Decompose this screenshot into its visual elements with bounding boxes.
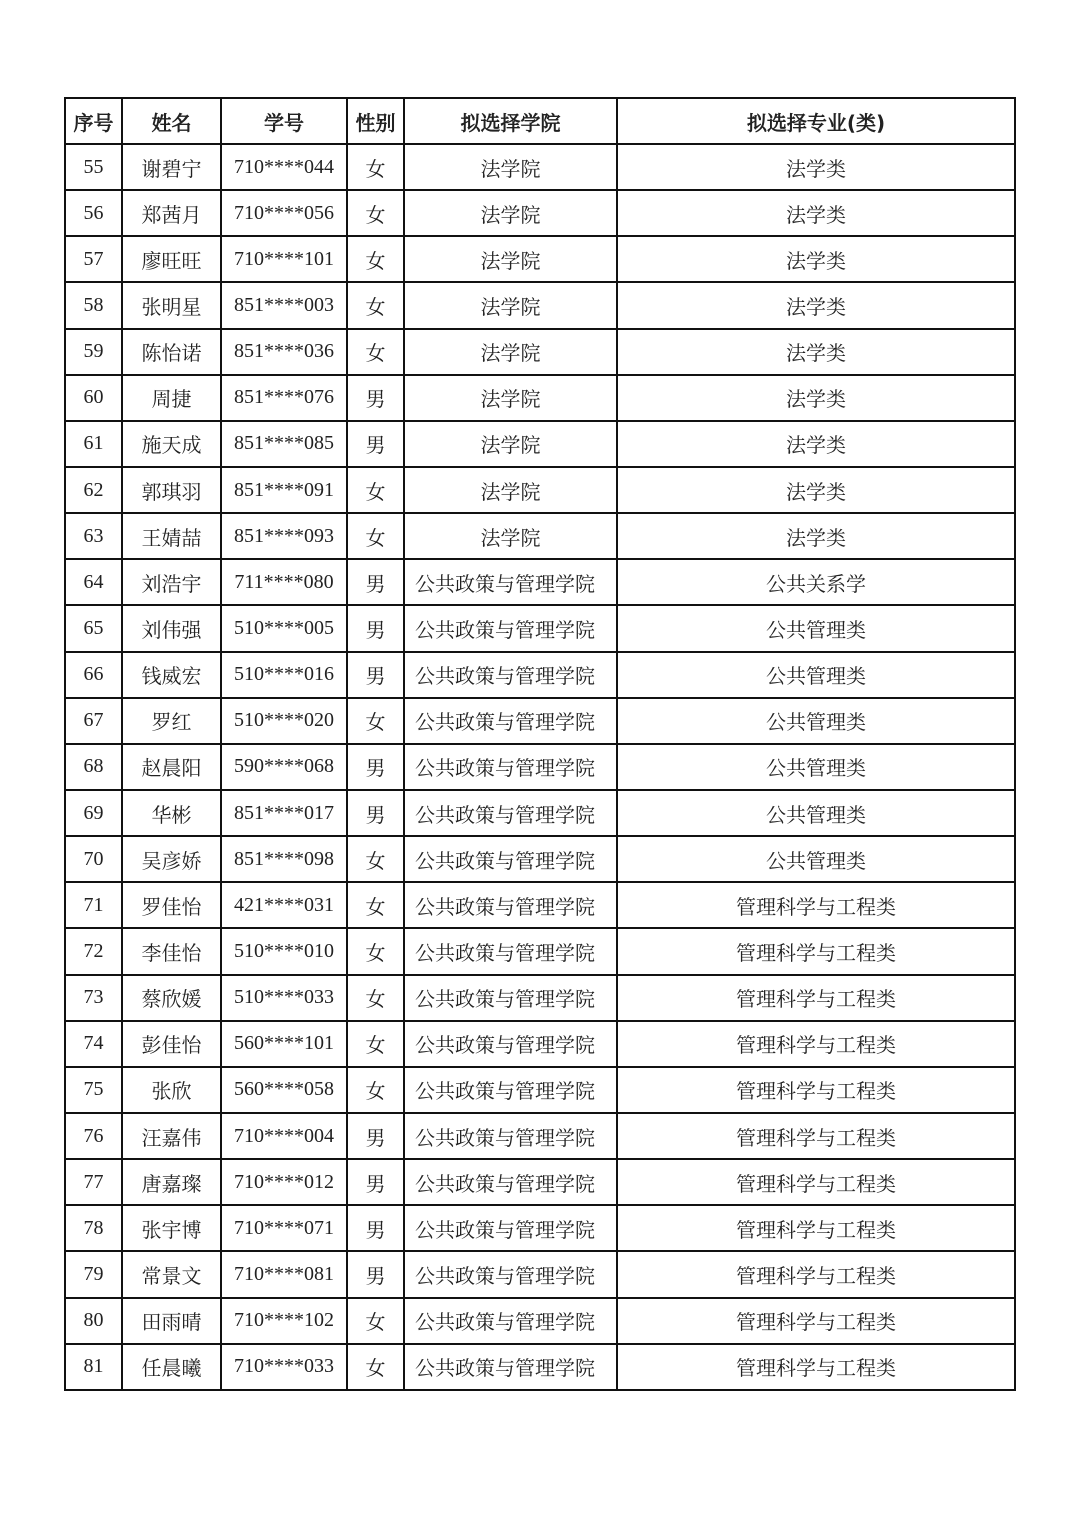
student-list-table xyxy=(64,97,1016,1391)
cell-college: 法学院 xyxy=(404,329,617,375)
cell-index: 65 xyxy=(65,605,122,651)
table-row xyxy=(65,1021,1015,1067)
table-row xyxy=(65,836,1015,882)
cell-college: 公共政策与管理学院 xyxy=(404,1344,617,1390)
cell-student-id: 510****020 xyxy=(221,698,347,744)
cell-index: 66 xyxy=(65,652,122,698)
header-name: 姓名 xyxy=(122,98,221,144)
cell-college: 公共政策与管理学院 xyxy=(404,559,617,605)
cell-index: 81 xyxy=(65,1344,122,1390)
cell-student-id: 711****080 xyxy=(221,559,347,605)
cell-college: 法学院 xyxy=(404,375,617,421)
table-row xyxy=(65,421,1015,467)
cell-gender: 女 xyxy=(347,513,404,559)
cell-index: 57 xyxy=(65,236,122,282)
cell-student-id: 710****081 xyxy=(221,1251,347,1297)
cell-name: 陈怡诺 xyxy=(122,329,221,375)
table-row xyxy=(65,882,1015,928)
cell-student-id: 421****031 xyxy=(221,882,347,928)
cell-college: 公共政策与管理学院 xyxy=(404,1205,617,1251)
cell-gender: 女 xyxy=(347,975,404,1021)
cell-name: 蔡欣媛 xyxy=(122,975,221,1021)
cell-name: 唐嘉璨 xyxy=(122,1159,221,1205)
cell-index: 80 xyxy=(65,1298,122,1344)
cell-college: 公共政策与管理学院 xyxy=(404,790,617,836)
cell-student-id: 851****085 xyxy=(221,421,347,467)
cell-college: 法学院 xyxy=(404,236,617,282)
cell-name: 罗佳怡 xyxy=(122,882,221,928)
cell-gender: 女 xyxy=(347,467,404,513)
cell-major: 管理科学与工程类 xyxy=(617,1159,1015,1205)
cell-index: 77 xyxy=(65,1159,122,1205)
cell-student-id: 560****101 xyxy=(221,1021,347,1067)
cell-name: 廖旺旺 xyxy=(122,236,221,282)
cell-gender: 女 xyxy=(347,698,404,744)
cell-gender: 女 xyxy=(347,236,404,282)
cell-student-id: 510****010 xyxy=(221,928,347,974)
cell-college: 公共政策与管理学院 xyxy=(404,882,617,928)
cell-college: 公共政策与管理学院 xyxy=(404,698,617,744)
header-gender: 性别 xyxy=(347,98,404,144)
cell-name: 吴彦娇 xyxy=(122,836,221,882)
cell-name: 施天成 xyxy=(122,421,221,467)
cell-student-id: 710****102 xyxy=(221,1298,347,1344)
cell-index: 68 xyxy=(65,744,122,790)
cell-student-id: 710****033 xyxy=(221,1344,347,1390)
table-row xyxy=(65,190,1015,236)
cell-student-id: 851****017 xyxy=(221,790,347,836)
cell-name: 张欣 xyxy=(122,1067,221,1113)
cell-name: 赵晨阳 xyxy=(122,744,221,790)
cell-major: 公共管理类 xyxy=(617,836,1015,882)
cell-name: 张明星 xyxy=(122,282,221,328)
cell-major: 管理科学与工程类 xyxy=(617,1205,1015,1251)
cell-gender: 女 xyxy=(347,928,404,974)
cell-college: 公共政策与管理学院 xyxy=(404,652,617,698)
cell-major: 法学类 xyxy=(617,190,1015,236)
cell-student-id: 710****004 xyxy=(221,1113,347,1159)
cell-name: 张宇博 xyxy=(122,1205,221,1251)
cell-major: 法学类 xyxy=(617,329,1015,375)
cell-gender: 男 xyxy=(347,744,404,790)
table-body xyxy=(65,144,1015,1390)
table-row xyxy=(65,975,1015,1021)
cell-gender: 女 xyxy=(347,144,404,190)
table-row xyxy=(65,698,1015,744)
cell-student-id: 710****071 xyxy=(221,1205,347,1251)
cell-name: 田雨晴 xyxy=(122,1298,221,1344)
cell-major: 管理科学与工程类 xyxy=(617,882,1015,928)
table-row xyxy=(65,236,1015,282)
cell-gender: 女 xyxy=(347,1344,404,1390)
cell-gender: 女 xyxy=(347,329,404,375)
header-college: 拟选择学院 xyxy=(404,98,617,144)
cell-major: 管理科学与工程类 xyxy=(617,1298,1015,1344)
table-row xyxy=(65,513,1015,559)
cell-gender: 男 xyxy=(347,1113,404,1159)
cell-college: 公共政策与管理学院 xyxy=(404,1067,617,1113)
cell-name: 罗红 xyxy=(122,698,221,744)
cell-index: 73 xyxy=(65,975,122,1021)
cell-gender: 女 xyxy=(347,1067,404,1113)
header-row xyxy=(65,98,1015,144)
table-row xyxy=(65,375,1015,421)
cell-gender: 女 xyxy=(347,282,404,328)
cell-major: 公共管理类 xyxy=(617,652,1015,698)
cell-college: 法学院 xyxy=(404,421,617,467)
cell-gender: 男 xyxy=(347,559,404,605)
cell-gender: 男 xyxy=(347,605,404,651)
cell-major: 管理科学与工程类 xyxy=(617,1113,1015,1159)
table-row xyxy=(65,790,1015,836)
cell-gender: 女 xyxy=(347,1298,404,1344)
cell-gender: 男 xyxy=(347,1251,404,1297)
cell-major: 公共管理类 xyxy=(617,790,1015,836)
cell-index: 60 xyxy=(65,375,122,421)
cell-student-id: 710****056 xyxy=(221,190,347,236)
header-student-id: 学号 xyxy=(221,98,347,144)
cell-gender: 男 xyxy=(347,1205,404,1251)
cell-student-id: 510****016 xyxy=(221,652,347,698)
table-row xyxy=(65,1113,1015,1159)
table-row xyxy=(65,1344,1015,1390)
cell-major: 公共关系学 xyxy=(617,559,1015,605)
table-row xyxy=(65,144,1015,190)
cell-student-id: 851****093 xyxy=(221,513,347,559)
header-index: 序号 xyxy=(65,98,122,144)
cell-major: 法学类 xyxy=(617,282,1015,328)
cell-index: 74 xyxy=(65,1021,122,1067)
cell-index: 58 xyxy=(65,282,122,328)
cell-gender: 男 xyxy=(347,652,404,698)
cell-college: 法学院 xyxy=(404,144,617,190)
cell-name: 钱威宏 xyxy=(122,652,221,698)
cell-major: 管理科学与工程类 xyxy=(617,1344,1015,1390)
cell-major: 法学类 xyxy=(617,144,1015,190)
cell-index: 79 xyxy=(65,1251,122,1297)
cell-major: 法学类 xyxy=(617,513,1015,559)
cell-name: 周捷 xyxy=(122,375,221,421)
cell-index: 56 xyxy=(65,190,122,236)
table-row xyxy=(65,605,1015,651)
table-row xyxy=(65,559,1015,605)
cell-index: 75 xyxy=(65,1067,122,1113)
table-row xyxy=(65,467,1015,513)
cell-name: 刘浩宇 xyxy=(122,559,221,605)
cell-college: 公共政策与管理学院 xyxy=(404,1298,617,1344)
header-major: 拟选择专业(类) xyxy=(617,98,1015,144)
cell-student-id: 851****091 xyxy=(221,467,347,513)
cell-index: 59 xyxy=(65,329,122,375)
cell-major: 管理科学与工程类 xyxy=(617,928,1015,974)
cell-index: 63 xyxy=(65,513,122,559)
cell-major: 法学类 xyxy=(617,467,1015,513)
cell-college: 公共政策与管理学院 xyxy=(404,1021,617,1067)
cell-name: 汪嘉伟 xyxy=(122,1113,221,1159)
cell-college: 法学院 xyxy=(404,513,617,559)
cell-college: 公共政策与管理学院 xyxy=(404,836,617,882)
cell-college: 法学院 xyxy=(404,190,617,236)
cell-gender: 男 xyxy=(347,790,404,836)
cell-gender: 男 xyxy=(347,1159,404,1205)
cell-name: 郭琪羽 xyxy=(122,467,221,513)
cell-student-id: 590****068 xyxy=(221,744,347,790)
cell-name: 彭佳怡 xyxy=(122,1021,221,1067)
cell-student-id: 851****036 xyxy=(221,329,347,375)
table-row xyxy=(65,928,1015,974)
cell-college: 法学院 xyxy=(404,467,617,513)
cell-college: 公共政策与管理学院 xyxy=(404,1251,617,1297)
cell-major: 法学类 xyxy=(617,375,1015,421)
cell-major: 管理科学与工程类 xyxy=(617,975,1015,1021)
table-row xyxy=(65,652,1015,698)
cell-name: 华彬 xyxy=(122,790,221,836)
cell-index: 67 xyxy=(65,698,122,744)
cell-gender: 女 xyxy=(347,836,404,882)
cell-index: 72 xyxy=(65,928,122,974)
cell-student-id: 710****101 xyxy=(221,236,347,282)
cell-index: 62 xyxy=(65,467,122,513)
table-row xyxy=(65,1205,1015,1251)
cell-student-id: 510****005 xyxy=(221,605,347,651)
cell-major: 公共管理类 xyxy=(617,744,1015,790)
cell-name: 王婧喆 xyxy=(122,513,221,559)
cell-college: 公共政策与管理学院 xyxy=(404,1113,617,1159)
cell-student-id: 710****012 xyxy=(221,1159,347,1205)
cell-name: 郑茜月 xyxy=(122,190,221,236)
cell-index: 78 xyxy=(65,1205,122,1251)
cell-student-id: 710****044 xyxy=(221,144,347,190)
cell-gender: 女 xyxy=(347,882,404,928)
cell-name: 任晨曦 xyxy=(122,1344,221,1390)
cell-index: 69 xyxy=(65,790,122,836)
table-row xyxy=(65,744,1015,790)
table-row xyxy=(65,329,1015,375)
cell-major: 公共管理类 xyxy=(617,698,1015,744)
cell-gender: 女 xyxy=(347,1021,404,1067)
cell-student-id: 510****033 xyxy=(221,975,347,1021)
cell-college: 公共政策与管理学院 xyxy=(404,605,617,651)
cell-index: 64 xyxy=(65,559,122,605)
cell-index: 55 xyxy=(65,144,122,190)
cell-name: 刘伟强 xyxy=(122,605,221,651)
cell-college: 公共政策与管理学院 xyxy=(404,1159,617,1205)
cell-major: 管理科学与工程类 xyxy=(617,1021,1015,1067)
cell-college: 公共政策与管理学院 xyxy=(404,744,617,790)
cell-major: 管理科学与工程类 xyxy=(617,1067,1015,1113)
cell-index: 76 xyxy=(65,1113,122,1159)
cell-major: 法学类 xyxy=(617,236,1015,282)
cell-gender: 女 xyxy=(347,190,404,236)
cell-college: 法学院 xyxy=(404,282,617,328)
table-row xyxy=(65,1298,1015,1344)
cell-gender: 男 xyxy=(347,375,404,421)
cell-major: 公共管理类 xyxy=(617,605,1015,651)
cell-index: 61 xyxy=(65,421,122,467)
cell-name: 常景文 xyxy=(122,1251,221,1297)
cell-name: 谢碧宁 xyxy=(122,144,221,190)
table-row xyxy=(65,1067,1015,1113)
cell-name: 李佳怡 xyxy=(122,928,221,974)
cell-college: 公共政策与管理学院 xyxy=(404,975,617,1021)
table-row xyxy=(65,1159,1015,1205)
cell-college: 公共政策与管理学院 xyxy=(404,928,617,974)
cell-gender: 男 xyxy=(347,421,404,467)
cell-student-id: 851****098 xyxy=(221,836,347,882)
cell-major: 管理科学与工程类 xyxy=(617,1251,1015,1297)
cell-student-id: 851****076 xyxy=(221,375,347,421)
cell-student-id: 560****058 xyxy=(221,1067,347,1113)
table-row xyxy=(65,1251,1015,1297)
cell-student-id: 851****003 xyxy=(221,282,347,328)
cell-major: 法学类 xyxy=(617,421,1015,467)
table-row xyxy=(65,282,1015,328)
cell-index: 71 xyxy=(65,882,122,928)
cell-index: 70 xyxy=(65,836,122,882)
